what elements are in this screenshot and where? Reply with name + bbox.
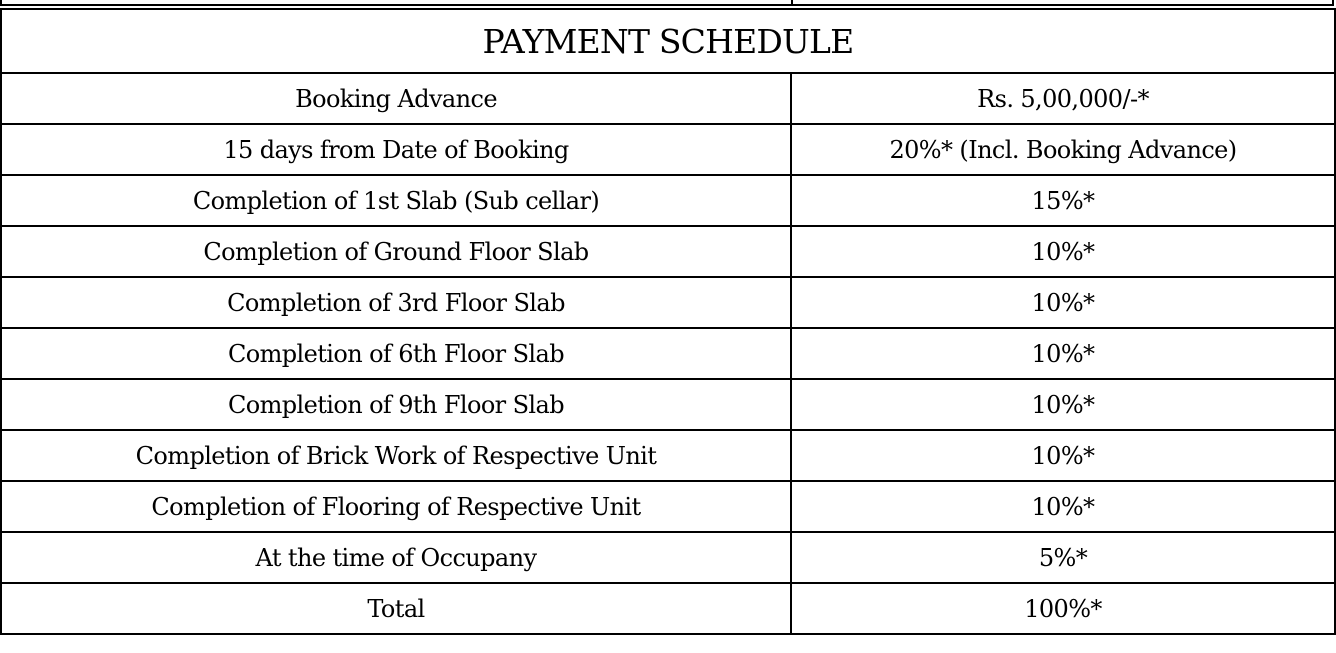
amount-cell: 10%* — [791, 481, 1335, 532]
column-divider — [791, 0, 793, 6]
payment-schedule-table — [0, 8, 1336, 635]
amount-cell: Rs. 5,00,000/-* — [791, 73, 1335, 124]
table-row — [1, 328, 1335, 379]
stage-cell: 15 days from Date of Booking — [1, 124, 791, 175]
stage-cell: Completion of Ground Floor Slab — [1, 226, 791, 277]
table-row — [1, 175, 1335, 226]
amount-cell: 15%* — [791, 175, 1335, 226]
stage-cell: Completion of 9th Floor Slab — [1, 379, 791, 430]
amount-cell: 20%* (Incl. Booking Advance) — [791, 124, 1335, 175]
stage-cell: Booking Advance — [1, 73, 791, 124]
stage-cell: Completion of 3rd Floor Slab — [1, 277, 791, 328]
table-title: PAYMENT SCHEDULE — [1, 9, 1335, 73]
stage-cell: At the time of Occupany — [1, 532, 791, 583]
table-row — [1, 532, 1335, 583]
amount-cell: 10%* — [791, 328, 1335, 379]
table-row — [1, 73, 1335, 124]
table-row — [1, 277, 1335, 328]
stage-cell: Completion of 6th Floor Slab — [1, 328, 791, 379]
table-header-row — [1, 9, 1335, 73]
amount-cell: 10%* — [791, 430, 1335, 481]
table-row — [1, 430, 1335, 481]
table-row — [1, 481, 1335, 532]
total-label-cell: Total — [1, 583, 791, 634]
table-row — [1, 379, 1335, 430]
table-row — [1, 226, 1335, 277]
amount-cell: 10%* — [791, 379, 1335, 430]
amount-cell: 10%* — [791, 277, 1335, 328]
previous-table-edge — [0, 0, 1334, 6]
amount-cell: 10%* — [791, 226, 1335, 277]
stage-cell: Completion of Brick Work of Respective Unit — [1, 430, 791, 481]
stage-cell: Completion of 1st Slab (Sub cellar) — [1, 175, 791, 226]
total-amount-cell: 100%* — [791, 583, 1335, 634]
total-row — [1, 583, 1335, 634]
stage-cell: Completion of Flooring of Respective Unit — [1, 481, 791, 532]
amount-cell: 5%* — [791, 532, 1335, 583]
table-row — [1, 124, 1335, 175]
